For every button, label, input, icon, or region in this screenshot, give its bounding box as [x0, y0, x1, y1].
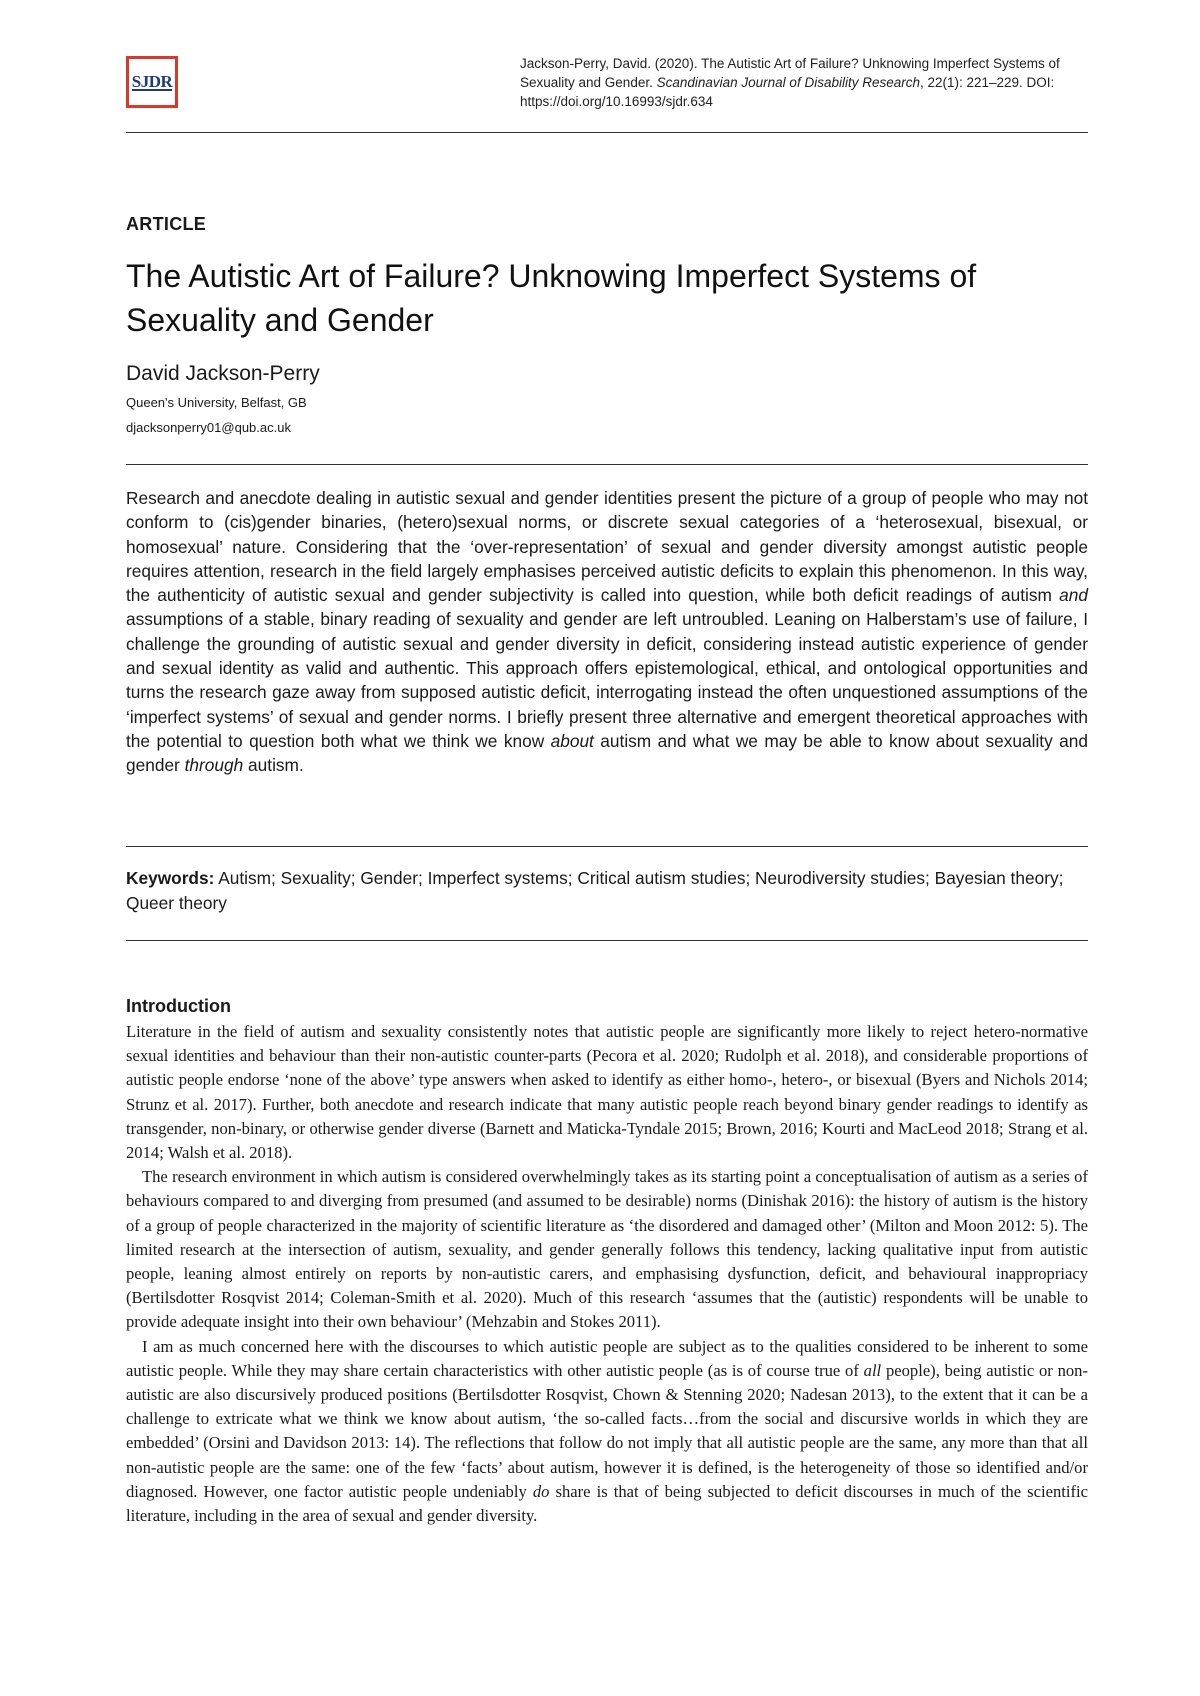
abstract-emphasis: about	[550, 730, 594, 751]
paragraph-text: people), being autistic or non-autistic are also discursively produced positions (Bertilsdotter Rosqvist, Chown & Stenning 2020; Nadesan 2013), to the extent that it can be a challenge to extricate what we think we know about autism, ‘the so-called facts…from the social and discursive worlds in which they are embedded’ (Orsini and Davidson 2013: 14). The reflections that follow do not imply that all autistic people are the same, any more than that all non-autistic people are the same: one of the few ‘facts’ about autism, however it is defined, is the heterogeneity of those so identified and/or diagnosed. However, one factor autistic people undeniably	[126, 1360, 1088, 1501]
keywords	[126, 866, 1088, 916]
citation-text-a: Jackson-Perry, David. (2020). The Autistic Art of Failure? Unknowing Imperfect Systems of Sexuality and Gender.	[520, 56, 1060, 90]
paragraph-text: share is that of being subjected to deficit discourses in much of the scientific literature, including in the area of sexual and gender diversity.	[126, 1481, 1088, 1526]
journal-logo-text: SJDR	[131, 71, 173, 91]
abstract-text: assumptions of a stable, binary reading of sexuality and gender are left untroubled. Leaning on Halberstam’s use of failure, I challenge the grounding of autistic sexual and gender diversity in deficit, considering instead autistic experience of gender and sexual identity as valid and authentic. This approach offers epistemological, ethical, and ontological opportunities and turns the research gaze away from supposed autistic deficit, interrogating instead the often unquestioned assumptions of the ‘imperfect systems’ of sexual and gender norms. I briefly present three alternative and emergent theoretical approaches with the potential to question both what we think we know	[126, 609, 1088, 751]
author-affiliation: Queen's University, Belfast, GB	[126, 395, 307, 410]
paragraph-emphasis: do	[532, 1481, 550, 1501]
keywords-list: Autism; Sexuality; Gender; Imperfect systems; Critical autism studies; Neurodiversity studies; Bayesian theory; Queer theory	[126, 868, 1064, 913]
abstract-text: autism.	[243, 755, 304, 776]
body-paragraph: Literature in the field of autism and sexuality consistently notes that autistic people are significantly more likely to reject hetero-normative sexual identities and behaviour than their non-autistic counter-parts (Pecora et al. 2020; Rudolph et al. 2018), and considerable proportions of autistic people endorse ‘none of the above’ type answers when asked to identify as either homo-, hetero-, or bisexual (Byers and Nichols 2014; Strunz et al. 2017). Further, both anecdote and research indicate that many autistic people reach beyond binary gender readings to identify as transgender, non-binary, or otherwise gender diverse (Barnett and Maticka-Tyndale 2015; Brown, 2016; Kourti and MacLeod 2018; Strang et al. 2014; Walsh et al. 2018).	[126, 1022, 1088, 1163]
keywords-label: Keywords:	[126, 868, 215, 888]
section-heading-introduction: Introduction	[126, 996, 231, 1016]
body-paragraph: The research environment in which autism is considered overwhelmingly takes as its starting point a conceptualisation of autism as a series of behaviours compared to and diverging from presumed (and assumed to be desirable) norms (Dinishak 2016): the history of autism is the history of a group of people characterized in the majority of scientific literature as ‘the disordered and damaged other’ (Milton and Moon 2012: 5). The limited research at the intersection of autism, sexuality, and gender generally follows this tendency, lacking qualitative input from autistic people, leaning almost entirely on reports by non-autistic carers, and emphasising dysfunction, deficit, and behavioural inappropriacy (Bertilsdotter Rosqvist 2014; Coleman-Smith et al. 2020). Much of this research ‘assumes that the (autistic) respondents will be unable to provide adequate insight into their own behaviour’ (Mehzabin and Stokes 2011).	[126, 1167, 1088, 1332]
abstract-text: autism and what we may be able to know about sexuality and gender	[126, 730, 1088, 776]
citation-header	[520, 54, 1080, 111]
paragraph-emphasis: all	[863, 1360, 882, 1380]
author-email: djacksonperry01@qub.ac.uk	[126, 420, 291, 435]
keywords-bottom-divider	[126, 940, 1088, 941]
author-name: David Jackson-Perry	[126, 362, 320, 385]
article-type-label: ARTICLE	[126, 214, 207, 234]
paragraph-text: I am as much concerned here with the discourses to which autistic people are subject as to the qualities considered to be inherent to some autistic people. While they may share certain characteristics with other autistic people (as is of course true of	[126, 1336, 1088, 1380]
article-title: The Autistic Art of Failure? Unknowing Imperfect Systems of Sexuality and Gender	[126, 258, 977, 338]
abstract	[126, 486, 1088, 778]
abstract-emphasis: and	[1059, 585, 1088, 606]
body-paragraph	[126, 1335, 1088, 1529]
citation-journal: Scandinavian Journal of Disability Research	[656, 75, 920, 90]
keywords-top-divider	[126, 846, 1088, 847]
abstract-top-divider	[126, 464, 1088, 465]
header-divider	[126, 132, 1088, 133]
journal-logo	[126, 56, 178, 108]
abstract-text: Research and anecdote dealing in autistic sexual and gender identities present the picture of a group of people who may not conform to (cis)gender binaries, (hetero)sexual norms, or discrete sexual categories of a ‘heterosexual, bisexual, or homosexual’ nature. Considering that the ‘over-representation’ of sexual and gender diversity amongst autistic people requires attention, research in the field largely emphasises perceived autistic deficits to explain this phenomenon. In this way, the authenticity of autistic sexual and gender subjectivity is called into question, while both deficit readings of autism	[126, 488, 1088, 606]
abstract-emphasis: through	[184, 755, 244, 776]
citation-text-b: , 22(1): 221–229. DOI: https://doi.org/10.16993/sjdr.634	[520, 75, 1055, 109]
introduction-body	[126, 1020, 1088, 1528]
